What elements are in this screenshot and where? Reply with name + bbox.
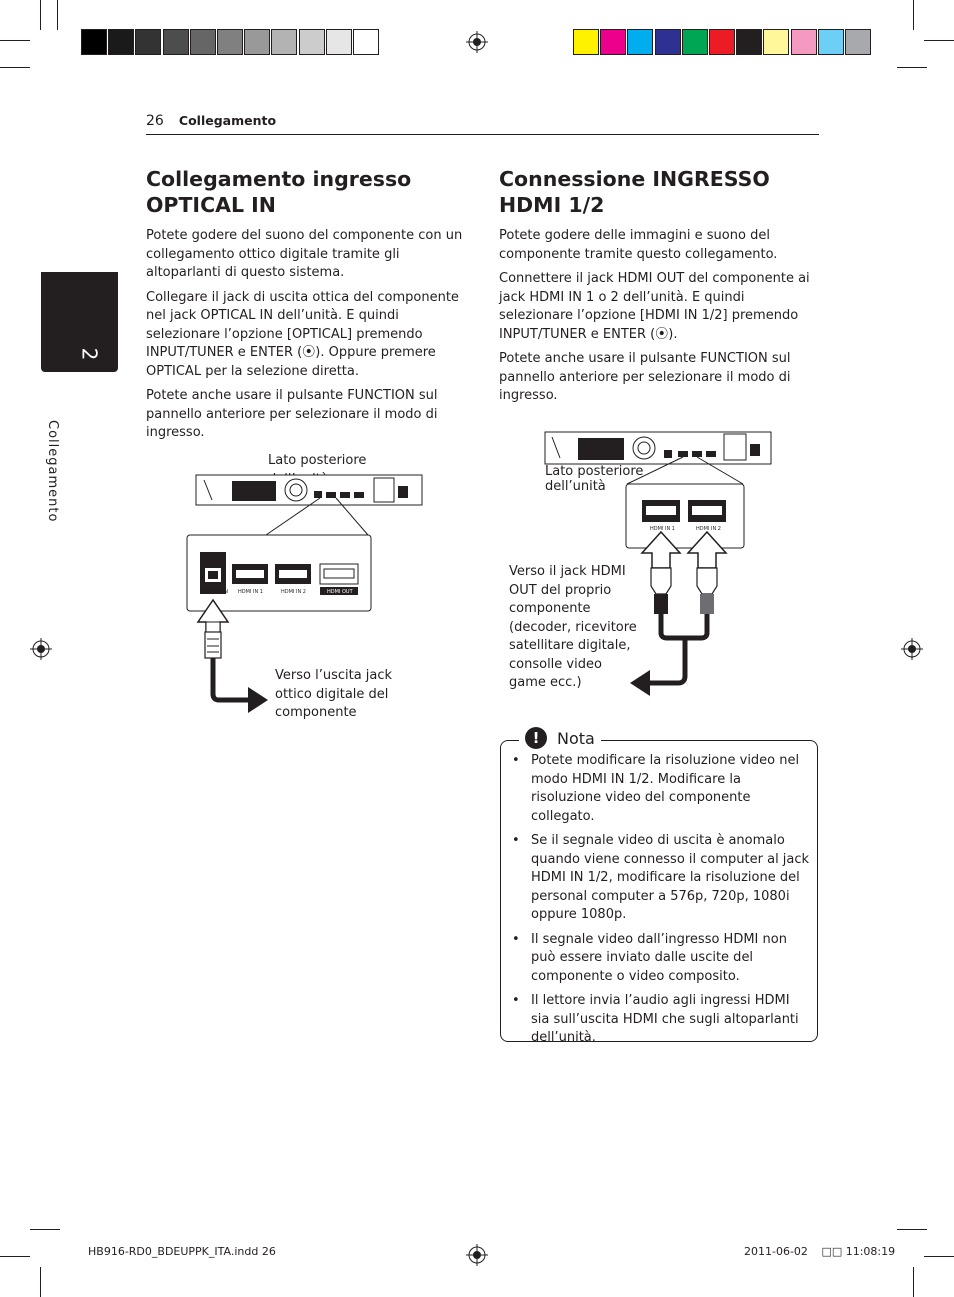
color-swatch [763,29,789,55]
crop-mark-tl-v2 [57,0,58,30]
color-swatch [326,29,352,55]
note-box [500,728,818,1045]
right-body [499,227,821,406]
color-swatch [573,29,599,55]
header-section: Collegamento [178,113,277,128]
color-swatch [81,29,107,55]
note-item: • Potete modificare la risoluzione video nel modo HDMI IN 1/2. Modificare la risoluzione video del componente collegato. [501,752,811,826]
port-label: HDMI IN 1 [238,589,263,595]
color-swatch [108,29,134,55]
crop-mark-br-v [913,1267,914,1297]
rear-unit-label-left: Lato posteriore [268,453,367,468]
color-swatch [271,29,297,55]
paragraph: Potete godere delle immagini e suono del componente tramite questo collegamento. [499,228,778,262]
crop-mark-bl-v [40,1267,41,1297]
crop-mark-tl-h2 [0,67,30,68]
crop-mark-bl-h [0,1256,30,1257]
footer-file: HB916-RD0_BDEUPPK_ITA.indd 26 [88,1245,276,1258]
color-swatch [244,29,270,55]
crop-mark-tr-h2 [897,67,927,68]
registration-mark-icon [466,1244,488,1266]
color-swatch [682,29,708,55]
note-header [519,727,601,749]
crop-mark-br-h [924,1256,954,1257]
footer-time: □□ 11:08:19 [821,1245,896,1258]
color-swatch [190,29,216,55]
port-label: HDMI IN 1 [650,526,675,532]
registration-mark-icon [466,31,488,53]
color-swatch [353,29,379,55]
port-label: HDMI IN 2 [281,589,306,595]
registration-mark-icon [901,638,923,660]
note-item: • Se il segnale video di uscita è anomalo quando viene connesso il computer al jack HDMI IN 1/2, modificare la risoluzione del personal computer a 576p, 720p, 1080i oppure 1080p. [501,832,811,925]
page-number: 26 [146,113,164,129]
note-title: Nota [557,728,595,748]
crop-mark-br-h2 [897,1229,927,1230]
color-swatch [627,29,653,55]
color-swatch [600,29,626,55]
color-swatch [791,29,817,55]
to-hdmi-label: Verso il jack HDMI OUT del proprio componente (decoder, ricevitore satellitare digitale, consolle video game ecc.) [509,564,637,690]
note-item: • Il segnale video dall’ingresso HDMI non può essere inviato dalle uscite del componente o video composito. [501,931,811,987]
port-label: HDMI OUT [327,589,353,595]
color-swatch [845,29,871,55]
chapter-label: Collegamento [45,420,60,523]
note-item: • Il lettore invia l’audio agli ingressi HDMI sia sull’uscita HDMI che sugli altoparlanti dell’unità. [501,992,811,1048]
to-optical-label: Verso l’uscita jack ottico digitale del componente [275,668,393,720]
crop-mark-tr-v [913,0,914,30]
left-body [146,227,464,443]
port-label: OPTICAL IN [200,589,228,595]
color-swatch [818,29,844,55]
exclamation-icon: ! [525,727,547,749]
page-header [146,110,819,135]
paragraph: Potete godere del suono del componente con un collegamento ottico digitale tramite gli altoparlanti di questo sistema. [146,228,463,280]
rear-unit-label-right: Lato posteriore dell’unità [545,464,644,494]
chapter-number: 2 [77,347,102,361]
paragraph: Connettere il jack HDMI OUT del componente ai jack HDMI IN 1 o 2 dell’unità. E quindi selezionare l’opzione [HDMI IN 1/2] premendo INPUT/TUNER e ENTER (⦿). [499,271,810,342]
left-column [146,166,464,449]
crop-mark-bl-h2 [30,1229,60,1230]
note-list [501,752,811,1054]
section-title-optical: Collegamento ingresso OPTICAL IN [146,167,412,217]
color-swatch [299,29,325,55]
crop-mark-tr-h [924,40,954,41]
color-swatch [135,29,161,55]
section-title-hdmi: Connessione INGRESSO HDMI 1/2 [499,167,770,217]
chapter-tab [41,272,118,372]
right-column [499,166,821,412]
footer-timestamp [744,1245,895,1258]
color-swatch [217,29,243,55]
crop-mark-tl-h [0,40,30,41]
port-label: HDMI IN 2 [696,526,721,532]
paragraph: Potete anche usare il pulsante FUNCTION sul pannello anteriore per selezionare il modo di ingresso. [146,388,438,440]
color-swatch [709,29,735,55]
color-swatch [655,29,681,55]
color-swatch [736,29,762,55]
registration-mark-icon [30,638,52,660]
paragraph: Potete anche usare il pulsante FUNCTION sul pannello anteriore per selezionare il modo di ingresso. [499,351,791,403]
paragraph: Collegare il jack di uscita ottica del componente nel jack OPTICAL IN dell’unità. E quindi selezionare l’opzione [OPTICAL] premendo INPUT/TUNER e ENTER (⦿). Oppure premere OPTICAL per la selezione diretta. [146,289,459,379]
color-swatch [163,29,189,55]
crop-mark-tl-v [40,0,41,30]
footer-date: 2011-06-02 [744,1245,808,1258]
